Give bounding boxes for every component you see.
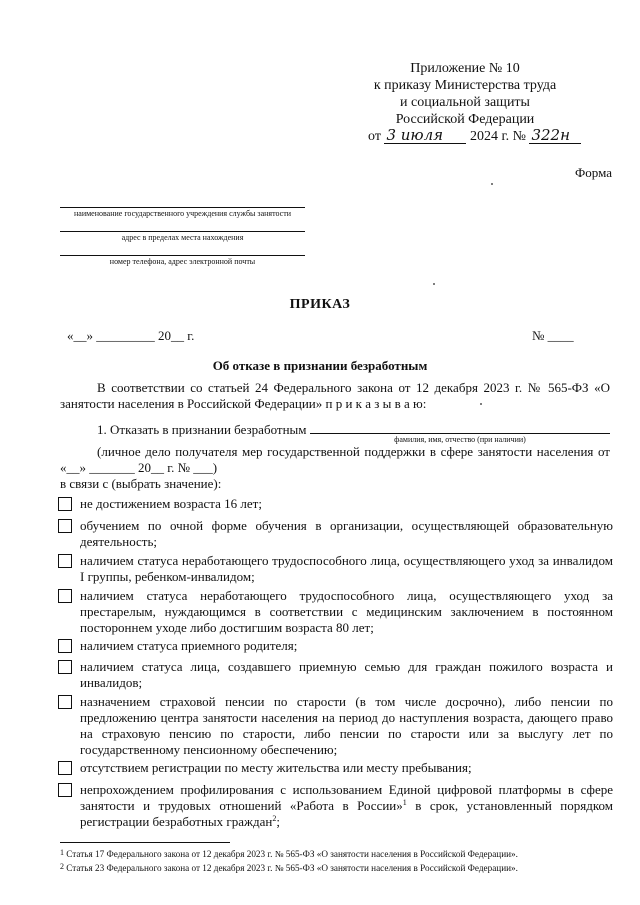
footnote-text: Статья 23 Федерального закона от 12 декабря 2023 г. № 565-ФЗ «О занятости населения в Российской Федерации». <box>64 863 518 873</box>
order-number: № ____ <box>532 328 574 343</box>
org-name-caption: наименование государственного учреждения службы занятости <box>73 209 292 218</box>
footnote-text: Статья 17 Федерального закона от 12 декабря 2023 г. № 565-ФЗ «О занятости населения в Российской Федерации». <box>64 849 518 859</box>
appendix-date-handwritten: 3 июля <box>384 128 466 144</box>
appendix-number-handwritten: 322н <box>529 128 581 144</box>
point-1-label: 1. Отказать в признании безработным <box>97 422 307 437</box>
option-checkbox[interactable] <box>58 783 72 797</box>
order-subject: Об отказе в признании безработным <box>212 358 428 373</box>
scan-speck <box>480 403 482 405</box>
address-line <box>60 231 305 232</box>
option-item[interactable] <box>58 760 613 776</box>
appendix-line-2: к приказу Министерства труда <box>373 78 557 93</box>
option-checkbox[interactable] <box>58 554 72 568</box>
point-1-case: (личное дело получателя мер государственной поддержки в сфере занятости населения от «__» _______ 20__ г. № ___) <box>60 444 610 475</box>
option-checkbox[interactable] <box>58 519 72 533</box>
appendix-line-1: Приложение № 10 <box>410 61 520 76</box>
option-text: наличием статуса приемного родителя; <box>80 638 298 653</box>
option-9-part-1: непрохождением профилирования с использованием Единой цифровой платформы в сфере занятости и трудовых отношений «Работа в России» <box>80 782 613 813</box>
option-text: наличием статуса неработающего трудоспособного лица, осуществляющего уход за инвалидом I группы, ребенком-инвалидом; <box>80 553 613 584</box>
footnote-mark: 1 <box>60 848 64 857</box>
footnote-mark: 2 <box>60 862 64 871</box>
footnote-separator <box>60 842 230 843</box>
option-checkbox[interactable] <box>58 589 72 603</box>
option-item[interactable] <box>58 553 613 585</box>
option-checkbox[interactable] <box>58 497 72 511</box>
appendix-date-prefix: от <box>368 129 381 144</box>
full-name-line <box>310 433 610 434</box>
appendix-block <box>340 60 590 128</box>
org-name-line <box>60 207 305 208</box>
option-9-part-3: ; <box>276 814 280 829</box>
order-date: «__» _________ 20__ г. <box>67 328 195 343</box>
full-name-caption: фамилия, имя, отчество (при наличии) <box>394 435 526 444</box>
option-item[interactable] <box>58 694 613 758</box>
footnote-2 <box>60 862 620 874</box>
contacts-line <box>60 255 305 256</box>
appendix-date-line <box>368 128 598 145</box>
scan-speck <box>433 283 435 285</box>
form-label: Форма <box>575 165 612 180</box>
option-checkbox[interactable] <box>58 639 72 653</box>
appendix-line-4: Российской Федерации <box>395 112 535 127</box>
footnote-ref-1[interactable]: 1 <box>402 798 407 807</box>
footnote-1 <box>60 848 620 860</box>
option-item[interactable] <box>58 659 613 691</box>
footnote-ref-2[interactable]: 2 <box>272 814 277 823</box>
contacts-caption: номер телефона, адрес электронной почты <box>109 257 256 266</box>
option-item[interactable] <box>58 588 613 636</box>
option-checkbox[interactable] <box>58 761 72 775</box>
option-text <box>80 782 613 830</box>
option-checkbox[interactable] <box>58 695 72 709</box>
option-text: наличием статуса неработающего трудоспособного лица, осуществляющего уход за престарелым, нуждающимся в соответствии с медицинским заключением в постоянном постороннем уходе либо достигшим возраста 80 лет; <box>80 588 613 635</box>
option-9-part-2: в срок, установленный порядком регистрации безработных граждан <box>80 798 613 829</box>
address-caption: адрес в пределах места нахождения <box>121 233 244 242</box>
scan-speck <box>491 183 493 185</box>
appendix-line-3: и социальной защиты <box>400 95 530 110</box>
point-1-reason: в связи с (выбрать значение): <box>60 476 222 491</box>
option-text: отсутствием регистрации по месту жительства или месту пребывания; <box>80 760 472 775</box>
option-item[interactable] <box>58 496 613 512</box>
appendix-year: 2024 г. № <box>469 129 526 144</box>
document-title: ПРИКАЗ <box>289 297 351 312</box>
option-text: назначением страховой пенсии по старости (в том числе досрочно), либо пенсии по предложению центра занятости населения на период до наступления возраста, дающего право на страховую пенсию по старости, либо пенсии по старости или за выслугу лет по государственному пенсионному обеспечению; <box>80 694 613 757</box>
option-text: обучением по очной форме обучения в организации, осуществляющей образовательную деятельность; <box>80 518 613 549</box>
option-item[interactable] <box>58 518 613 550</box>
option-text: не достижением возраста 16 лет; <box>80 496 262 511</box>
option-checkbox[interactable] <box>58 660 72 674</box>
preamble-text: В соответствии со статьей 24 Федерального закона от 12 декабря 2023 г. № 565-ФЗ «О занятости населения в Российской Федерации» п р и к а з ы в а ю: <box>60 380 610 411</box>
option-item[interactable] <box>58 782 613 830</box>
option-item[interactable] <box>58 638 613 654</box>
option-text: наличием статуса лица, создавшего приемную семью для граждан пожилого возраста и инвалидов; <box>80 659 613 690</box>
